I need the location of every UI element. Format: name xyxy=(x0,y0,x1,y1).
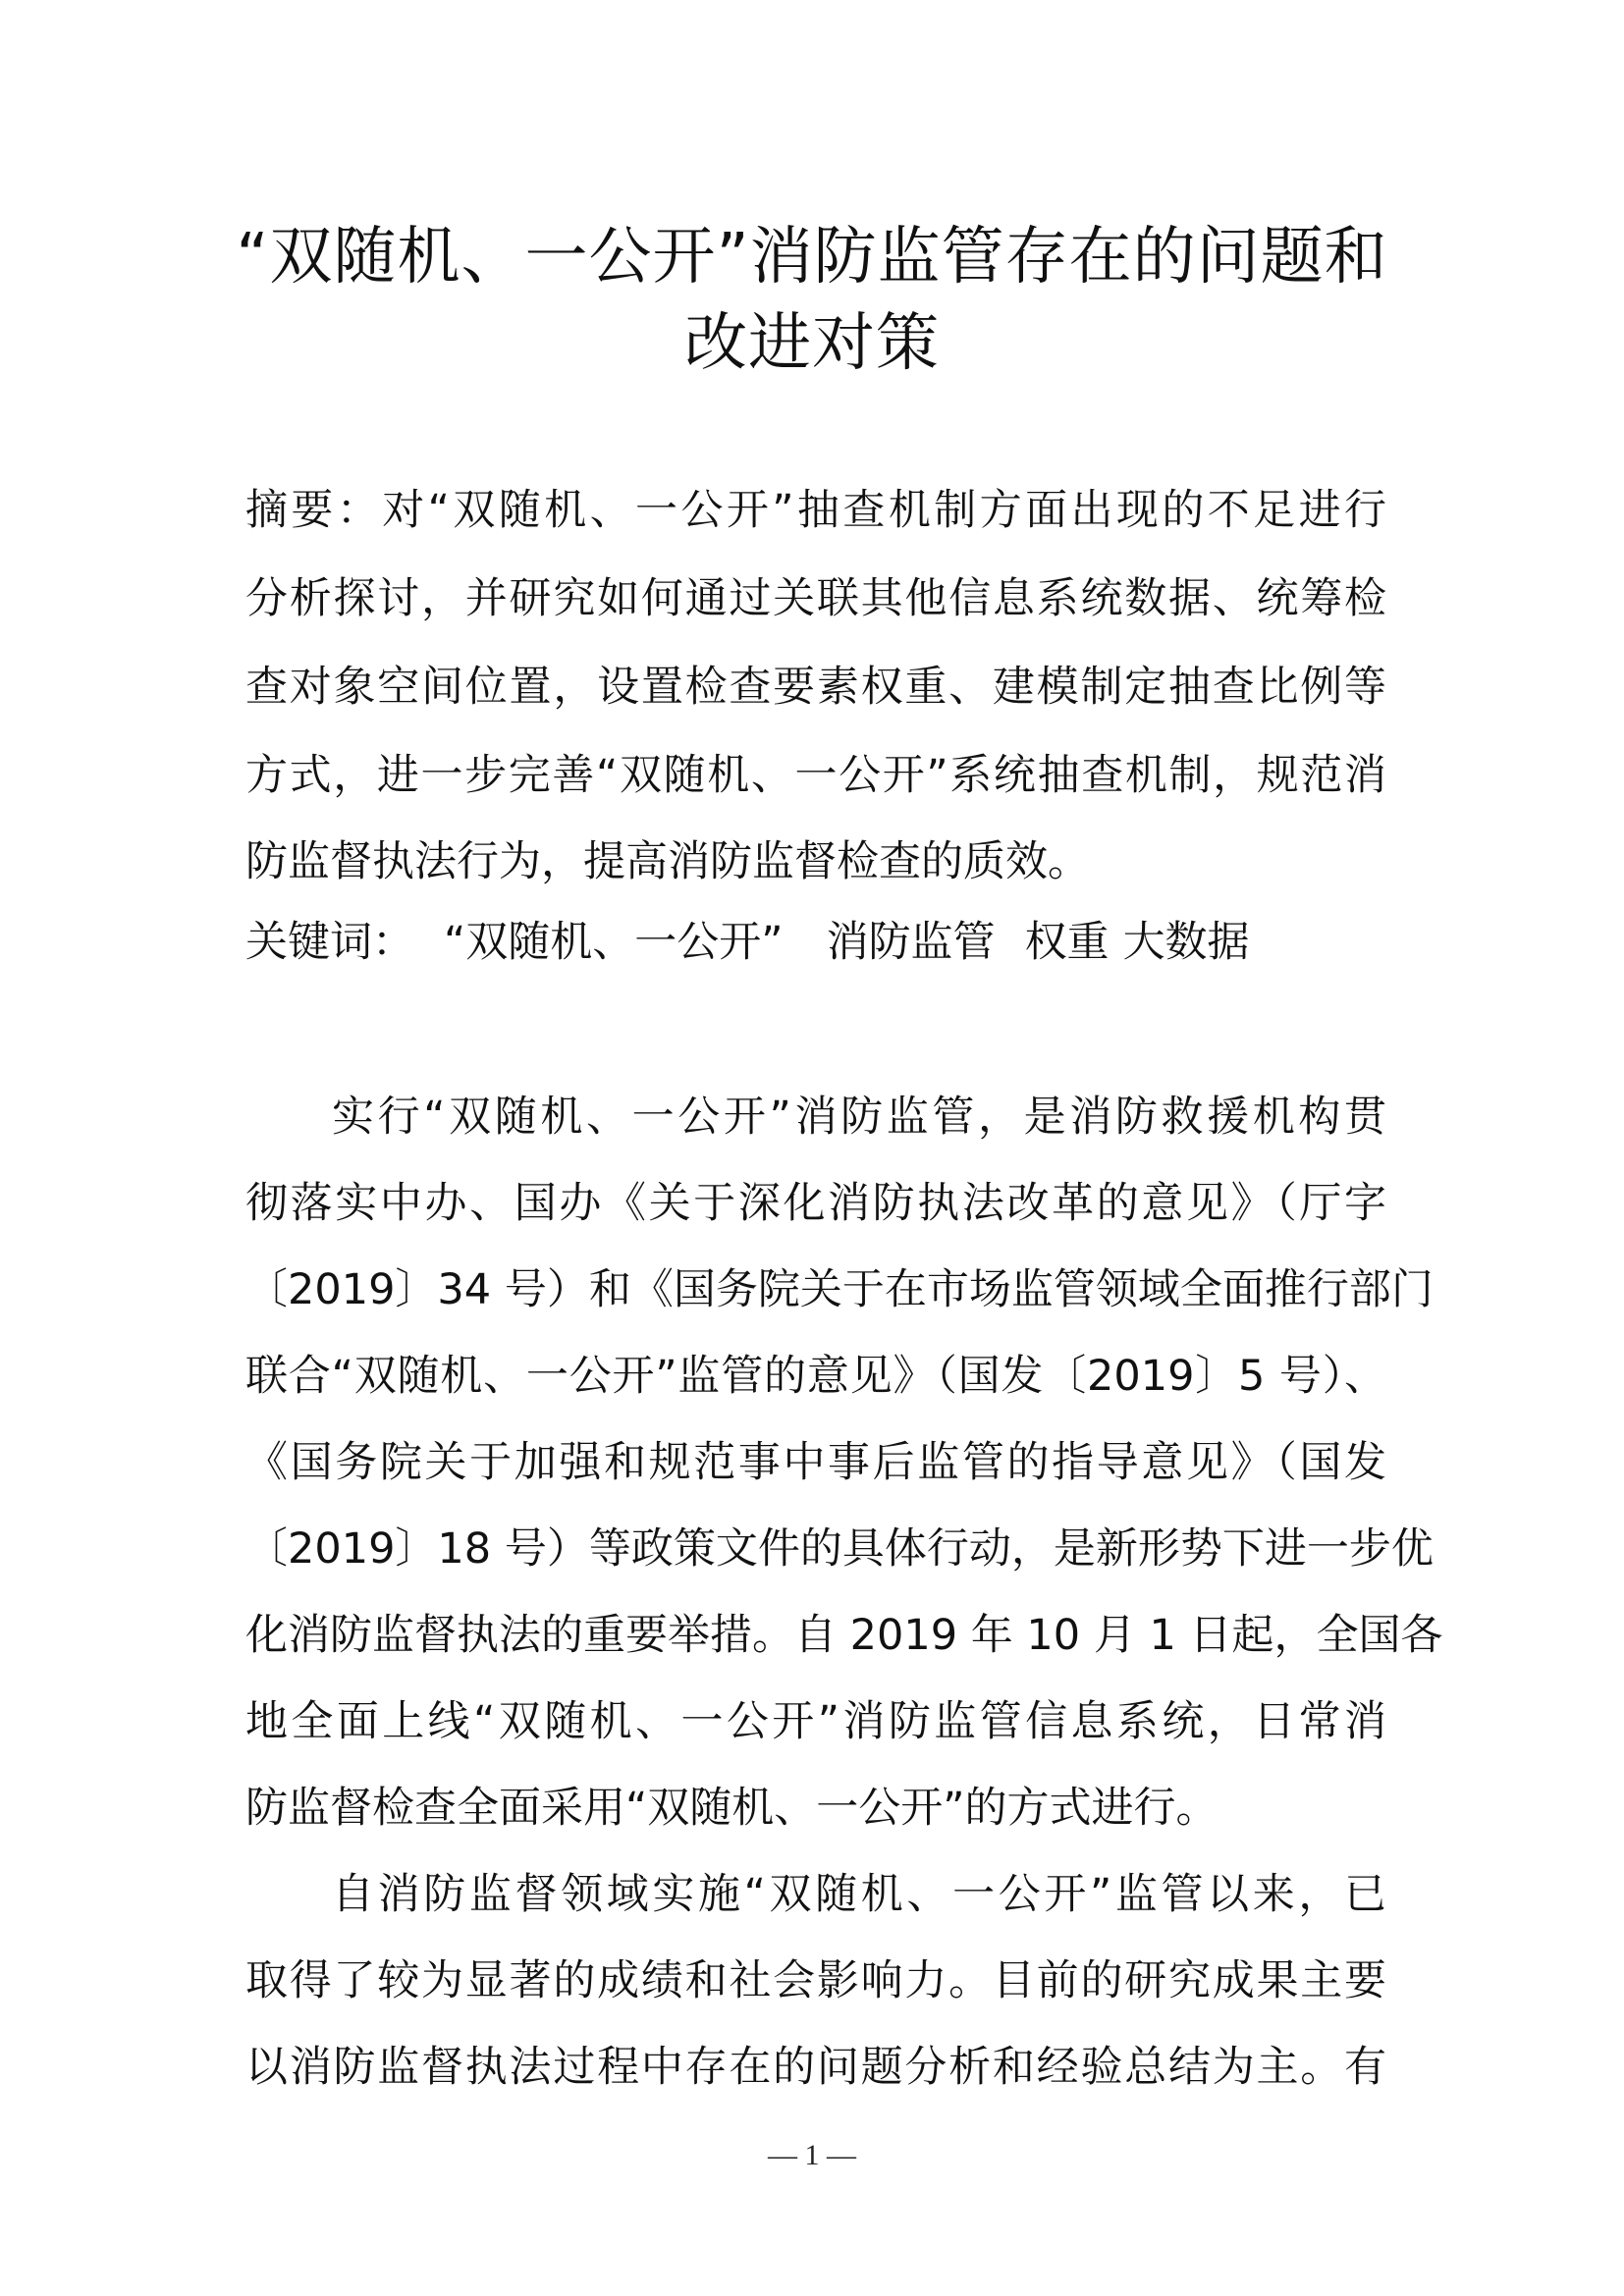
body-p1-line-5: 《国务院关于加强和规范事中事后监管的指导意见》（国发 xyxy=(245,1438,1386,1487)
body-p1-line-8: 地全面上线“双随机、一公开”消防监管信息系统，日常消 xyxy=(245,1697,1386,1746)
body-p1-line-9: 防监督检查全面采用“双随机、一公开”的方式进行。 xyxy=(245,1784,1218,1833)
abstract-line-2: 分析探讨，并研究如何通过关联其他信息系统数据、统筹检 xyxy=(245,574,1386,623)
keywords-label: 关键词： xyxy=(245,918,414,967)
body-p1-line-7: 化消防监督执法的重要举措。自 2019 年 10 月 1 日起，全国各 xyxy=(245,1611,1443,1660)
body-p1-line-1: 实行“双随机、一公开”消防监管，是消防救援机构贯 xyxy=(332,1093,1386,1142)
body-p2-line-1: 自消防监督领域实施“双随机、一公开”监管以来，已 xyxy=(332,1870,1386,1919)
body-p1-line-6: 〔2019〕18 号）等政策文件的具体行动，是新形势下进一步优 xyxy=(245,1524,1434,1574)
body-p1-line-4: 联合“双随机、一公开”监管的意见》（国发〔2019〕5 号）、 xyxy=(245,1352,1386,1401)
page-number: — 1 — xyxy=(768,2139,856,2171)
abstract-line-3: 查对象空间位置，设置检查要素权重、建模制定抽查比例等 xyxy=(245,663,1386,712)
title-line-2: 改进对策 xyxy=(684,307,940,380)
keyword-item: “双随机、一公开” xyxy=(444,918,784,967)
body-p2-line-3: 以消防监督执法过程中存在的问题分析和经验总结为主。有 xyxy=(245,2043,1386,2092)
keywords-line xyxy=(245,913,1386,972)
abstract-line-4: 方式，进一步完善“双随机、一公开”系统抽查机制，规范消 xyxy=(245,751,1386,800)
title-line-1: “双随机、一公开”消防监管存在的问题和 xyxy=(236,221,1388,294)
abstract-line-5: 防监督执法行为，提高消防监督检查的质效。 xyxy=(245,837,1090,886)
keyword-item: 权重 xyxy=(1024,918,1110,967)
keyword-item: 大数据 xyxy=(1122,918,1250,967)
abstract-line-1: 摘要：对“双随机、一公开”抽查机制方面出现的不足进行 xyxy=(245,486,1386,535)
keyword-item: 消防监管 xyxy=(826,918,996,967)
body-p1-line-3: 〔2019〕34 号）和《国务院关于在市场监管领域全面推行部门 xyxy=(245,1265,1434,1314)
body-p1-line-2: 彻落实中办、国办《关于深化消防执法改革的意见》（厅字 xyxy=(245,1179,1386,1228)
body-p2-line-2: 取得了较为显著的成绩和社会影响力。目前的研究成果主要 xyxy=(245,1956,1386,2005)
